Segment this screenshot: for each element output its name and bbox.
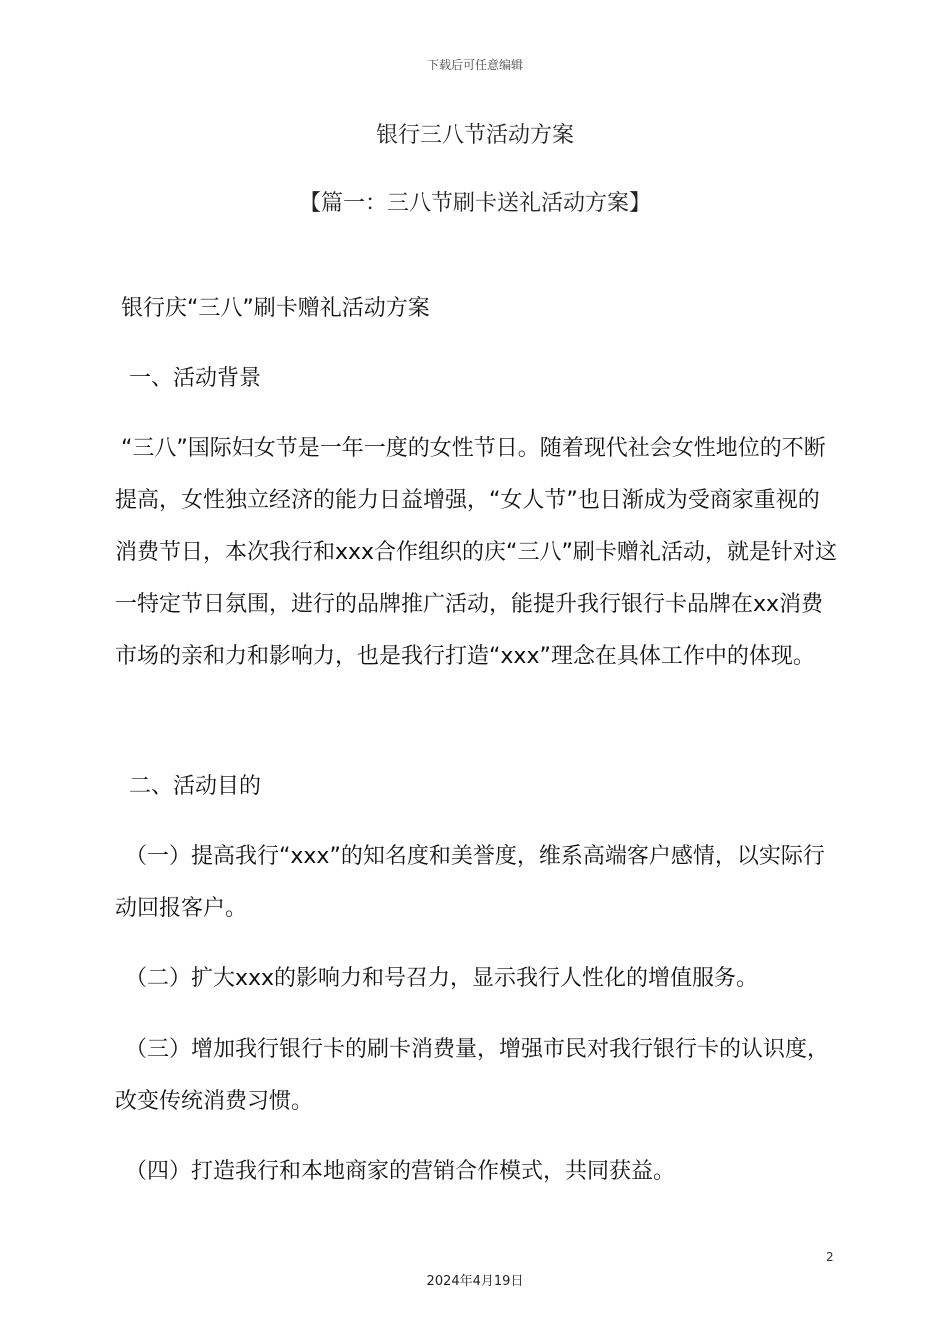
section-heading-background	[115, 353, 837, 405]
goal-item-3	[115, 1024, 837, 1128]
goal-item-4	[115, 1146, 837, 1198]
page-number: 2	[826, 1250, 834, 1264]
plan-title	[115, 283, 837, 335]
goal-item-2-text: （二）扩大xxx的影响力和号召力，显示我行人性化的增值服务。	[125, 966, 759, 991]
document-subtitle: 【篇一：三八节刷卡送礼活动方案】	[298, 191, 651, 216]
goal-item-1-text: （一）提高我行“xxx”的知名度和美誉度，维系高端客户感情，以实际行动回报客户。	[115, 844, 825, 921]
page-footer-date: 2024年4月19日	[426, 1274, 524, 1289]
goal-item-4-text: （四）打造我行和本地商家的营销合作模式，共同获益。	[125, 1159, 676, 1184]
goal-item-3-text: （三）增加我行银行卡的刷卡消费量，增强市民对我行银行卡的认识度，改变传统消费习惯。	[115, 1037, 830, 1114]
goal-item-2	[115, 953, 837, 1005]
background-paragraph	[115, 423, 837, 683]
section-heading-background-text: 一、活动背景	[129, 366, 262, 391]
background-paragraph-text: “三八”国际妇女节是一年一度的女性节日。随着现代社会女性地位的不断提高，女性独立经济的能力日益增强，“女人节”也日渐成为受商家重视的消费节日，本次我行和xxx合作组织的庆“三八”刷卡赠礼活动，就是针对这一特定节日氛围，进行的品牌推广活动，能提升我行银行卡品牌在xx消费市场的亲和力和影响力，也是我行打造“xxx”理念在具体工作中的体现。	[115, 436, 837, 669]
document-title: 银行三八节活动方案	[375, 123, 574, 148]
goal-item-1	[115, 831, 837, 935]
section-heading-goals-text: 二、活动目的	[129, 774, 262, 799]
plan-title-text: 银行庆“三八”刷卡赠礼活动方案	[121, 296, 430, 321]
section-heading-goals	[115, 761, 837, 813]
page-header-note: 下载后可任意编辑	[426, 58, 523, 72]
